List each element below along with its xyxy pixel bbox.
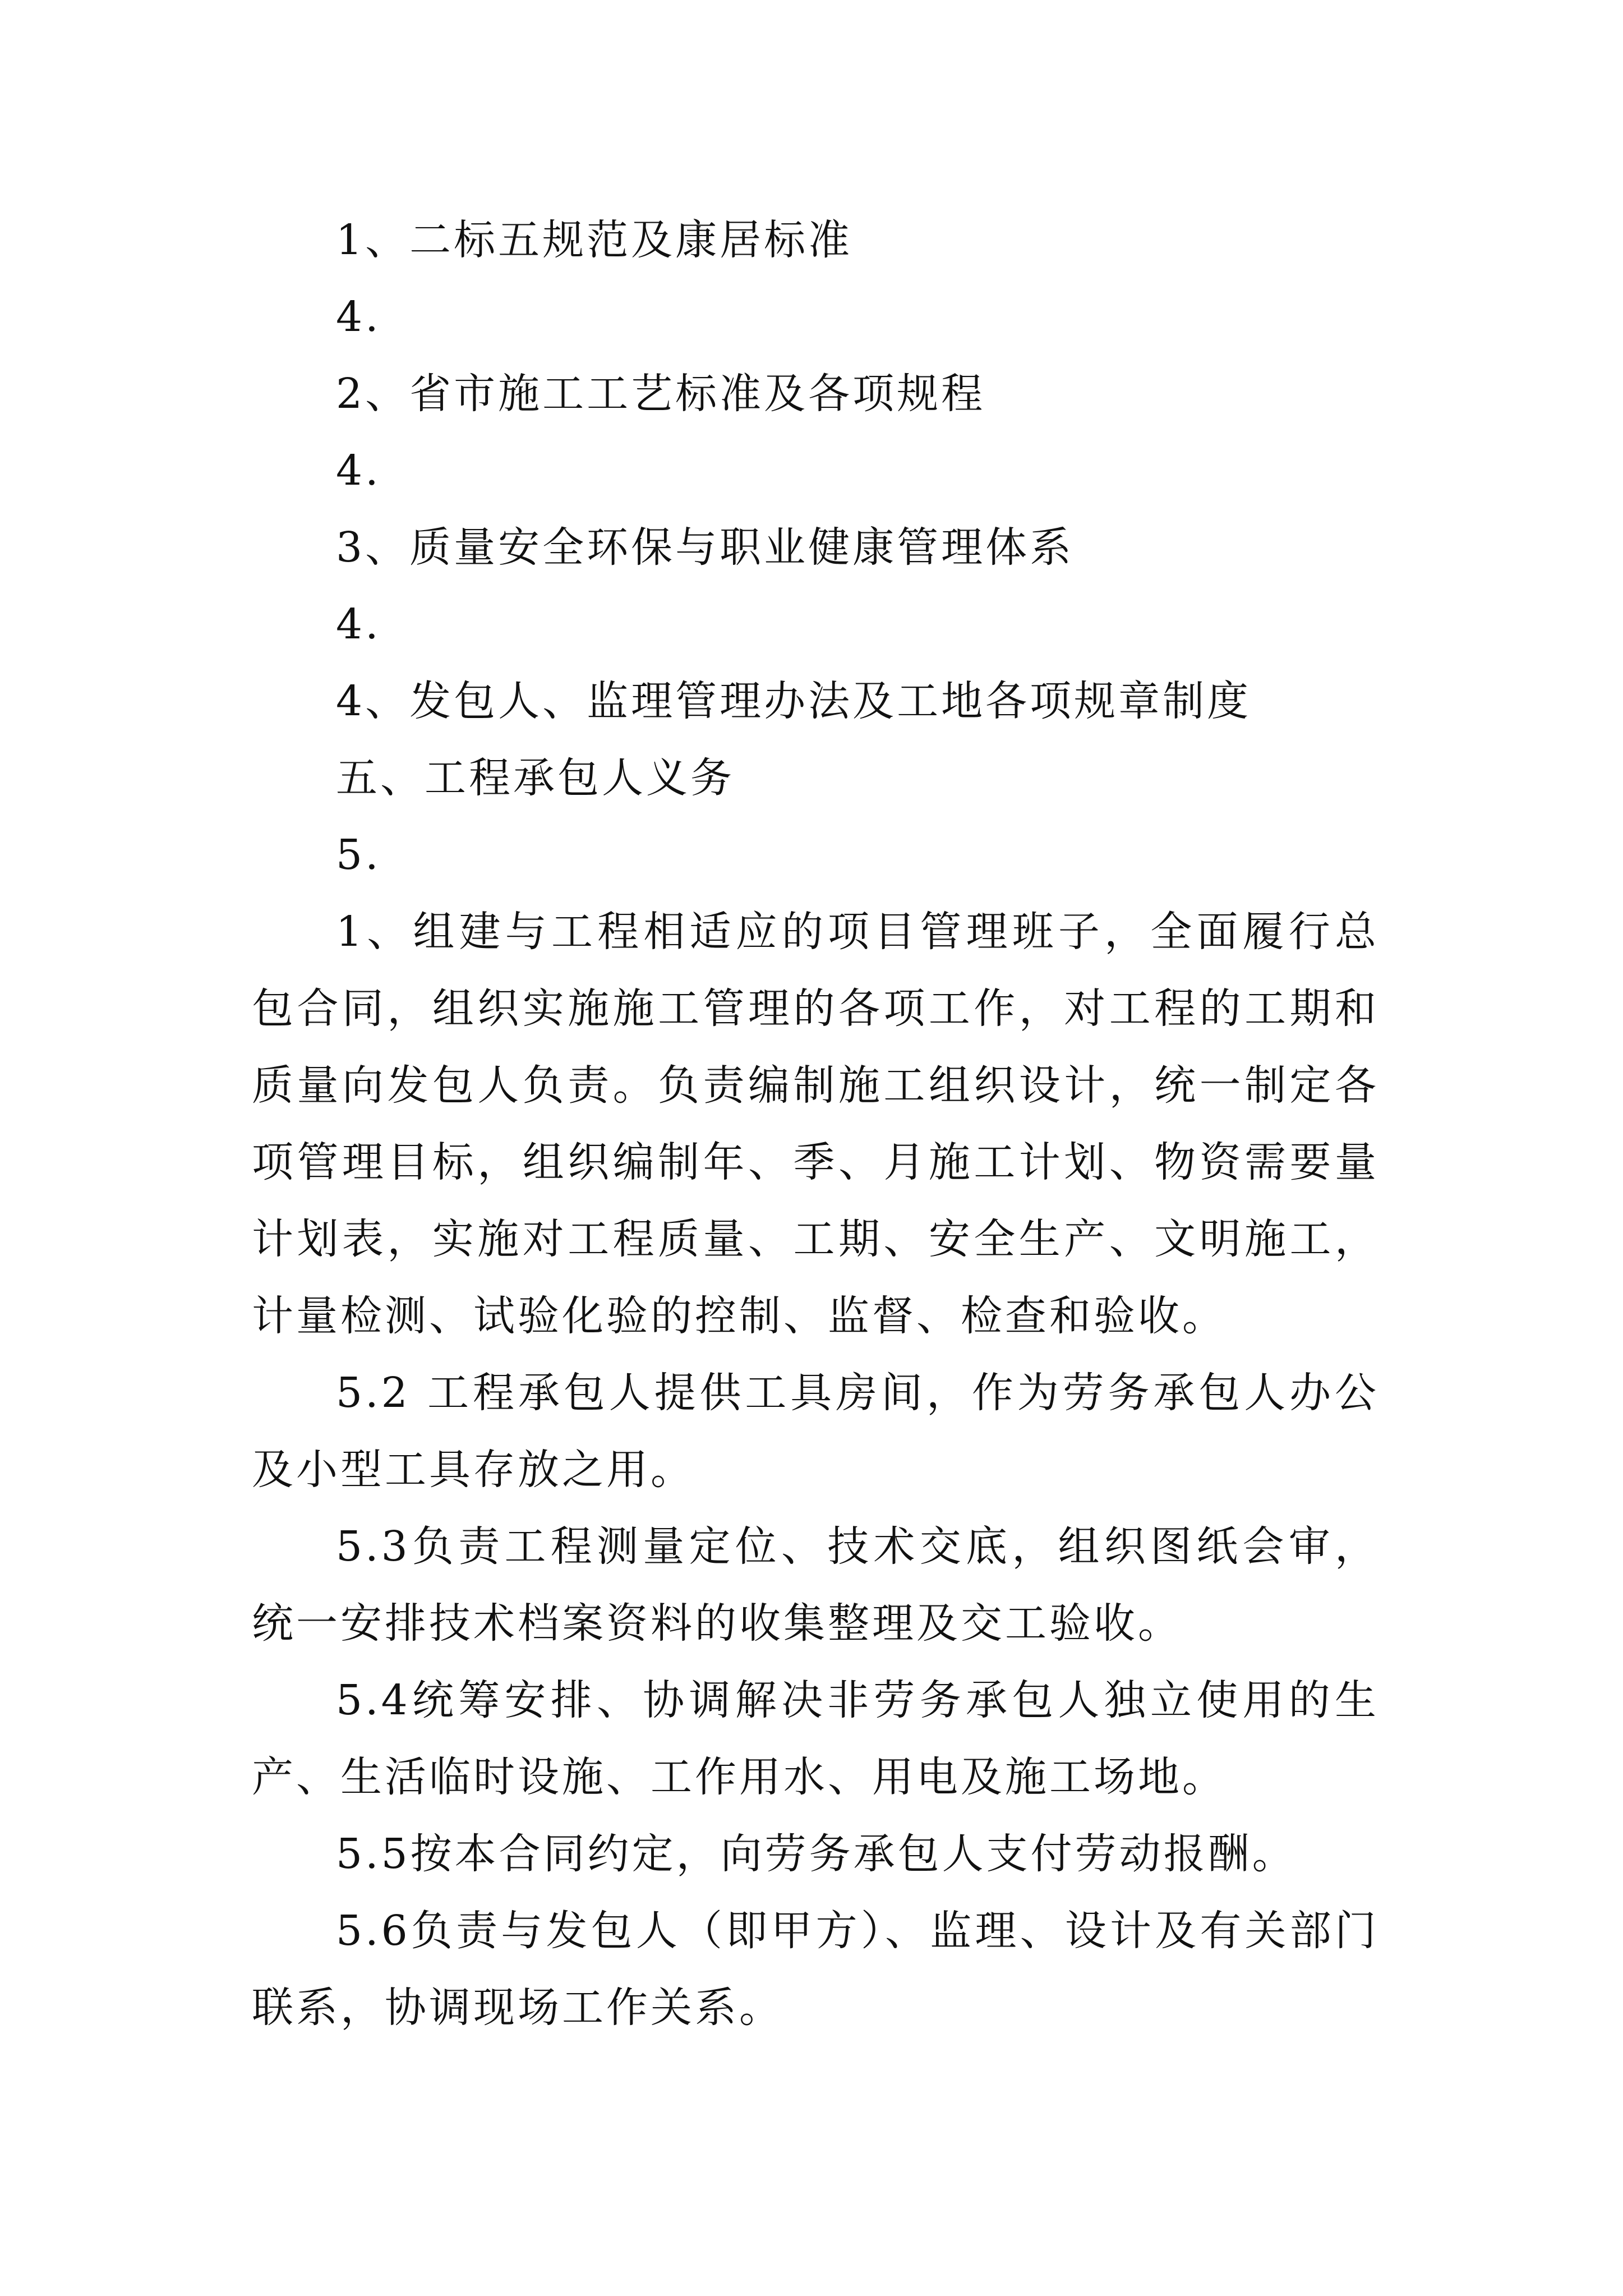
paragraph-item-3: 2、省市施工工艺标准及各项规程 xyxy=(336,370,986,418)
paragraph-item-10: 1、组建与工程相适应的项目管理班子，全面履行总包合同，组织实施施工管理的各项工作，对工程的工期和质量向发包人负责。负责编制施工组织设计，统一制定各项管理目标，组织编制年、季、月施工计划、物资需要量计划表，实施对工程质量、工期、安全生产、文明施工，计量检测、试验化验的控制、监督、检查和验收。 xyxy=(252,908,1379,1340)
paragraph-item-14: 5.5按本合同约定，向劳务承包人支付劳动报酬。 xyxy=(336,1830,1297,1878)
paragraph-item-9: 5. xyxy=(336,831,381,879)
paragraph-item-7: 4、发包人、监理管理办法及工地各项规章制度 xyxy=(336,677,1252,725)
paragraph-item-2: 4. xyxy=(336,293,381,341)
paragraph-item-11: 5.2 工程承包人提供工具房间，作为劳务承包人办公及小型工具存放之用。 xyxy=(252,1369,1379,1494)
paragraph-item-5: 3、质量安全环保与职业健康管理体系 xyxy=(336,523,1075,572)
paragraph-item-12: 5.3负责工程测量定位、技术交底，组织图纸会审，统一安排技术档案资料的收集整理及交工验收。 xyxy=(252,1522,1379,1648)
document-body xyxy=(252,202,1379,2046)
paragraph-item-15: 5.6负责与发包人（即甲方）、监理、设计及有关部门联系，协调现场工作关系。 xyxy=(252,1907,1379,2032)
paragraph-item-6: 4. xyxy=(336,600,381,648)
paragraph-item-1: 1、二标五规范及康居标准 xyxy=(336,216,853,264)
paragraph-item-13: 5.4统筹安排、协调解决非劳务承包人独立使用的生产、生活临时设施、工作用水、用电及施工场地。 xyxy=(252,1676,1379,1801)
paragraph-item-4: 4. xyxy=(336,447,381,495)
section-heading-5: 五、工程承包人义务 xyxy=(336,754,735,802)
